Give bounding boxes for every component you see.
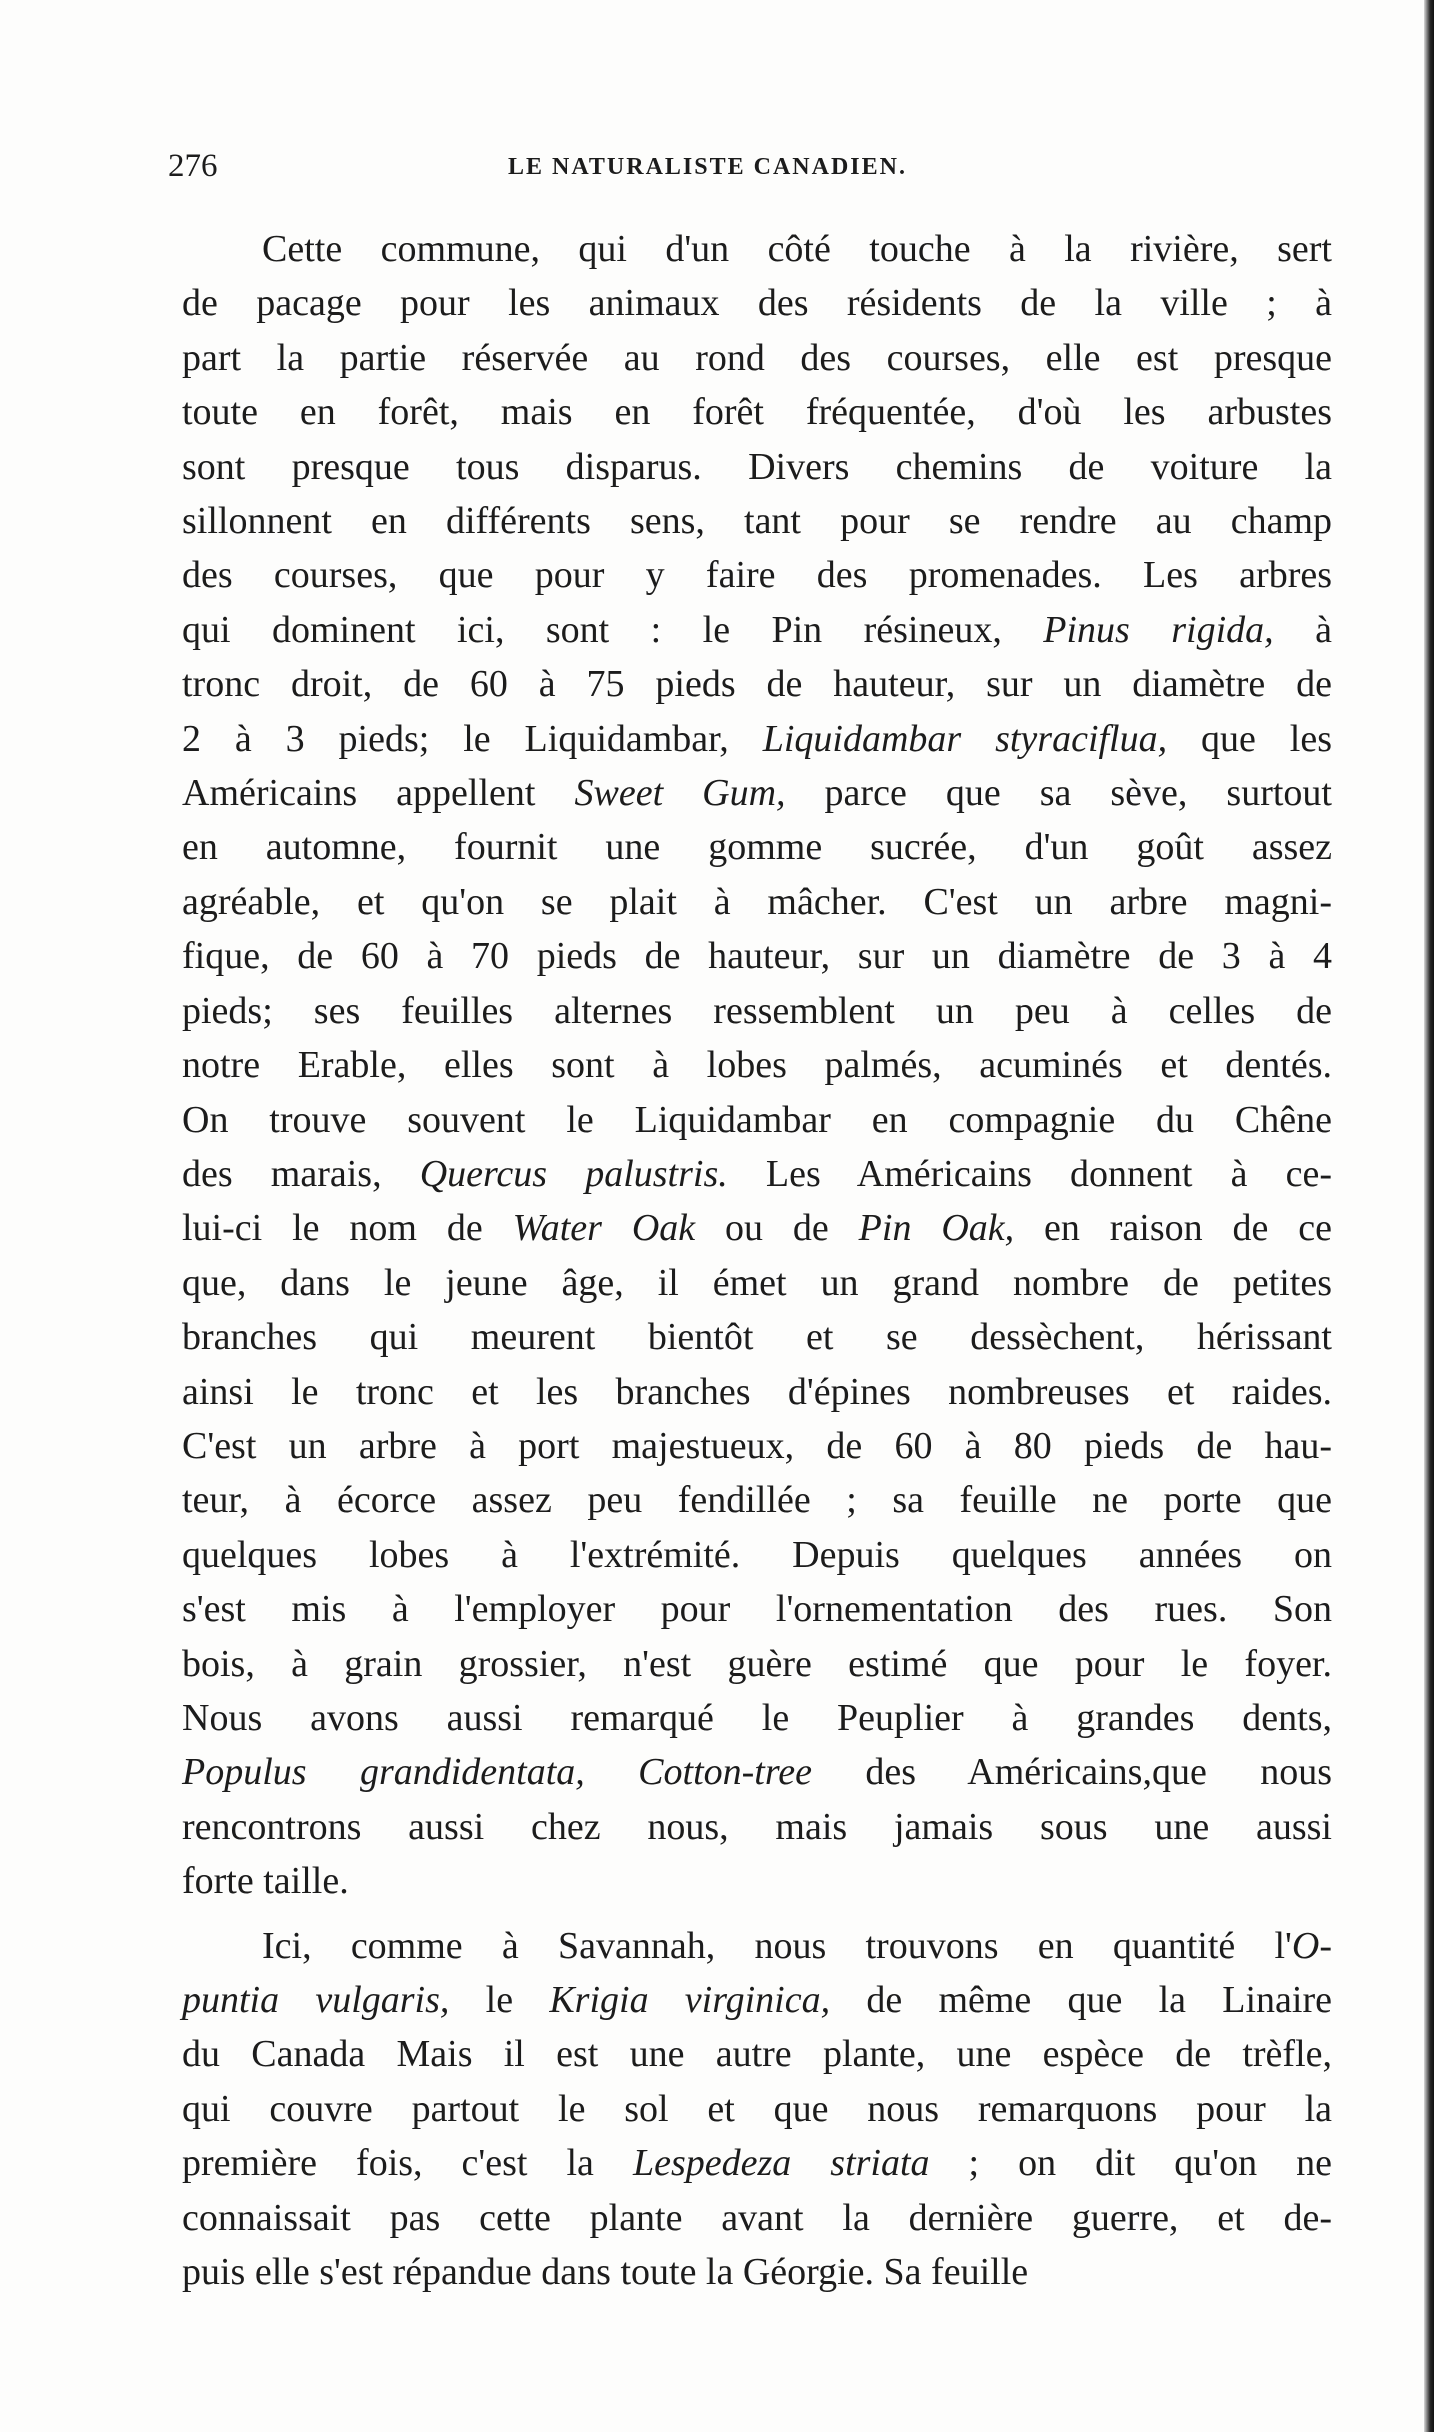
- text-line: puntia vulgaris, le Krigia virginica, de même que la Linaire: [182, 1979, 1332, 2021]
- text-line: Ici, comme à Savannah, nous trouvons en quantité l'O-: [262, 1924, 1332, 1967]
- italic-term: O-: [1291, 1924, 1332, 1967]
- text-line: agréable, et qu'on se plait à mâcher. C'est un arbre magni-: [182, 880, 1332, 923]
- text-line: de pacage pour les animaux des résidents de la ville ; à: [182, 282, 1332, 325]
- body-text: [182, 222, 1332, 2299]
- text-line: notre Erable, elles sont à lobes palmés, acuminés et dentés.: [182, 1044, 1332, 1087]
- text-line: qui couvre partout le sol et que nous remarquons pour la: [182, 2087, 1332, 2130]
- text-line: Américains appellent Sweet Gum, parce que sa sève, surtout: [182, 772, 1332, 815]
- text-line: Populus grandidentata, Cotton-tree des Américains,que nous: [182, 1751, 1332, 1794]
- paragraph: [182, 222, 1332, 1909]
- text-line: rencontrons aussi chez nous, mais jamais sous une aussi: [182, 1805, 1332, 1848]
- text-line: en automne, fournit une gomme sucrée, d'un goût assez: [182, 826, 1332, 869]
- text-line: connaissait pas cette plante avant la dernière guerre, et de-: [182, 2196, 1332, 2239]
- italic-term: Sweet Gum,: [574, 772, 786, 815]
- text-line: bois, à grain grossier, n'est guère estimé que pour le foyer.: [182, 1642, 1332, 1685]
- italic-term: Pin Oak,: [858, 1207, 1015, 1250]
- italic-term: Krigia virginica,: [549, 1979, 831, 2021]
- text-line: première fois, c'est la Lespedeza striata ; on dit qu'on ne: [182, 2142, 1333, 2185]
- text-line: s'est mis à l'employer pour l'ornementation des rues. Son: [182, 1588, 1332, 1631]
- text-line: puis elle s'est répandue dans toute la Géorgie. Sa feuille: [182, 2251, 1029, 2294]
- text-line: des courses, que pour y faire des promenades. Les arbres: [182, 554, 1332, 597]
- page-number: 276: [168, 148, 218, 184]
- page-edge-shadow: [1424, 0, 1434, 2432]
- italic-term: Water Oak: [512, 1207, 696, 1250]
- page-header: [168, 148, 1318, 198]
- text-line: forte taille.: [182, 1860, 349, 1903]
- text-line: fique, de 60 à 70 pieds de hauteur, sur un diamètre de 3 à 4: [182, 935, 1332, 978]
- text-line: On trouve souvent le Liquidambar en compagnie du Chêne: [182, 1098, 1332, 1141]
- text-line: du Canada Mais il est une autre plante, une espèce de trèfle,: [182, 2033, 1332, 2076]
- text-line: C'est un arbre à port majestueux, de 60 à 80 pieds de hau-: [182, 1424, 1332, 1467]
- text-line: sont presque tous disparus. Divers chemins de voiture la: [182, 445, 1332, 488]
- italic-term: puntia vulgaris,: [182, 1979, 450, 2021]
- text-line: des marais, Quercus palustris. Les Américains donnent à ce-: [182, 1152, 1332, 1195]
- text-line: branches qui meurent bientôt et se dessèchent, hérissant: [182, 1316, 1332, 1359]
- text-line: 2 à 3 pieds; le Liquidambar, Liquidambar styraciflua, que les: [182, 717, 1332, 760]
- text-line: toute en forêt, mais en forêt fréquentée, d'où les arbustes: [182, 391, 1332, 434]
- text-line: pieds; ses feuilles alternes ressemblent un peu à celles de: [182, 989, 1332, 1032]
- italic-term: Liquidambar styraciflua,: [762, 717, 1168, 760]
- text-line: sillonnent en différents sens, tant pour se rendre au champ: [182, 500, 1332, 543]
- text-line: teur, à écorce assez peu fendillée ; sa feuille ne porte que: [182, 1479, 1332, 1522]
- text-line: Cette commune, qui d'un côté touche à la rivière, sert: [262, 228, 1332, 270]
- italic-term: Quercus palustris.: [419, 1152, 728, 1195]
- running-head: LE NATURALISTE CANADIEN.: [508, 154, 907, 180]
- text-line: Nous avons aussi remarqué le Peuplier à grandes dents,: [182, 1696, 1332, 1739]
- italic-term: Populus grandidentata, Cotton-tree: [182, 1751, 812, 1794]
- text-line: tronc droit, de 60 à 75 pieds de hauteur, sur un diamètre de: [182, 663, 1332, 706]
- text-line: part la partie réservée au rond des courses, elle est presque: [182, 336, 1332, 379]
- text-line: ainsi le tronc et les branches d'épines nombreuses et raides.: [182, 1370, 1332, 1413]
- text-line: quelques lobes à l'extrémité. Depuis quelques années on: [182, 1533, 1332, 1576]
- text-line: qui dominent ici, sont : le Pin résineux, Pinus rigida, à: [182, 608, 1332, 651]
- text-line: lui-ci le nom de Water Oak ou de Pin Oak, en raison de ce: [182, 1207, 1333, 1250]
- italic-term: Lespedeza striata: [632, 2142, 930, 2185]
- text-line: que, dans le jeune âge, il émet un grand nombre de petites: [182, 1261, 1332, 1304]
- paragraph: [182, 1919, 1332, 2300]
- italic-term: Pinus rigida,: [1043, 608, 1274, 651]
